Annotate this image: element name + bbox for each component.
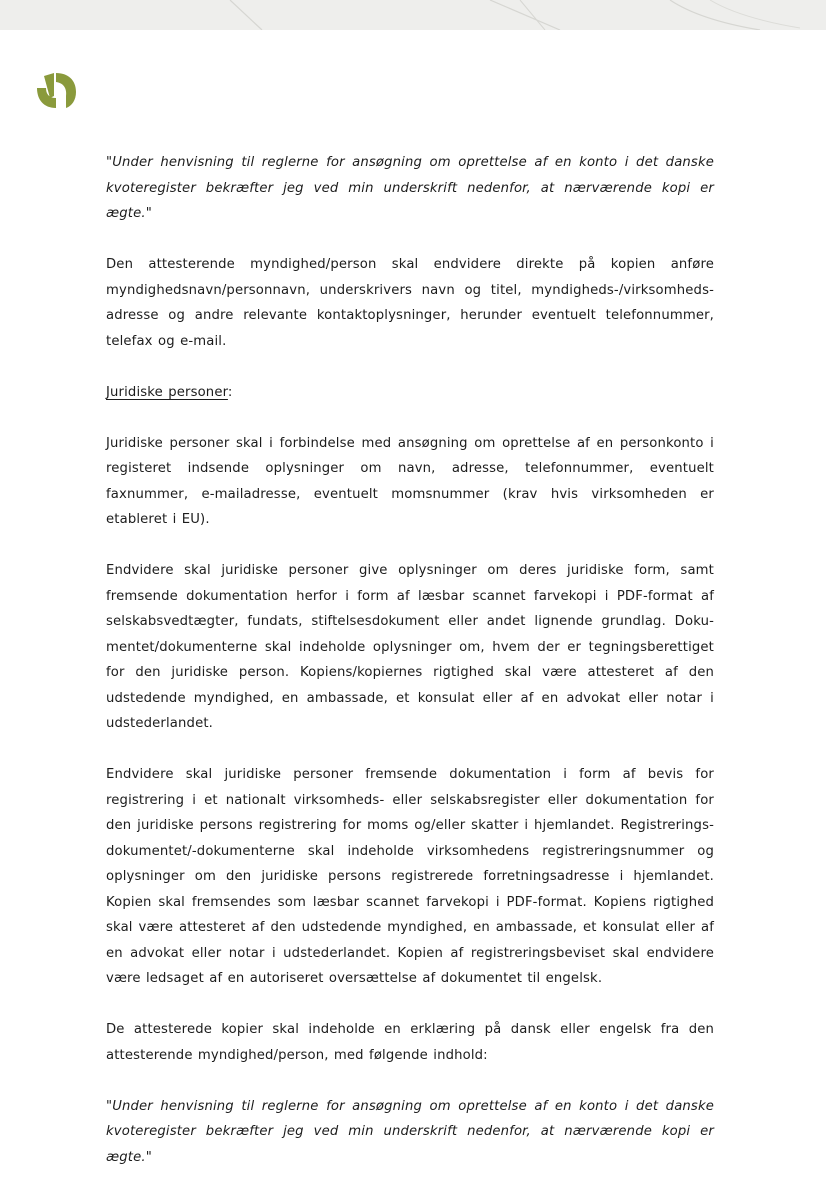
- section-heading: [106, 380, 714, 406]
- paragraph-attested-copies: De attesterede kopier skal indeholde en erklæring på dansk eller engelsk fra den attesterende myndighed/person, med følgende indhold:: [106, 1022, 714, 1063]
- attestation-quote-1: "Under henvisning til reglerne for ansøgning om oprettelse af en konto i det danske kvoteregister bekræfter jeg ved min underskrift nedenfor, at nærværende kopi er ægte.": [106, 155, 714, 221]
- header-band: [0, 0, 826, 30]
- paragraph-contact-requirements: Den attesterende myndighed/person skal endvidere direkte på kopien anføre myndighedsnavn/personnavn, underskrivers navn og titel, myndigheds-/virksomheds-adresse og andre relevante kontaktoplysninger, herunder eventuelt telefonnummer, telefax og e-mail.: [106, 257, 714, 349]
- paragraph-legal-form-documentation: Endvidere skal juridiske personer give oplysninger om deres juridiske form, samt fremsende dokumentation herfor i form af læsbar scannet farvekopi i PDF-format af selskabsvedtægter, fundats, stiftelsesdokument eller andet lignende grundlag. Doku-mentet/dokumenterne skal indeholde oplysninger om, hvem der er tegningsberettiget for den juridiske person. Kopiens/kopiernes rigtighed skal være attesteret af den udstedende myndighed, en ambassade, et konsulat eller af en advokat eller notar i udstederlandet.: [106, 563, 714, 731]
- section-heading-colon: :: [227, 384, 233, 400]
- paragraph-legal-persons-info: Juridiske personer skal i forbindelse med ansøgning om oprettelse af en personkonto i registeret indsende oplysninger om navn, adresse, telefonnummer, eventuelt faxnummer, e-mailadresse, eventuelt momsnummer (krav hvis virksomheden er etableret i EU).: [106, 435, 714, 527]
- header-decoration: [0, 0, 826, 30]
- logo-icon: [36, 70, 78, 110]
- document-body: [106, 150, 714, 1196]
- section-heading-text: Juridiske personer: [106, 384, 228, 400]
- attestation-quote-2: "Under henvisning til reglerne for ansøgning om oprettelse af en konto i det danske kvoteregister bekræfter jeg ved min underskrift nedenfor, at nærværende kopi er ægte.": [106, 1098, 714, 1165]
- paragraph-registration-proof: Endvidere skal juridiske personer fremsende dokumentation i form af bevis for registrering i et nationalt virksomheds- eller selskabsregister eller dokumentation for den juridiske persons registrering for moms og/eller skatter i hjemlandet. Registrerings-dokumentet/-dokumenterne skal indeholde virksomhedens registreringsnummer og oplysninger om den juridiske persons registrerede forretningsadresse i hjemlandet. Kopien skal fremsendes som læsbar scannet farvekopi i PDF-format. Kopiens rigtighed skal være attesteret af den udstedende myndighed, en ambassade, et konsulat eller af en advokat eller notar i udstederlandet. Kopien af registreringsbeviset skal endvidere være ledsaget af en autoriseret oversættelse af dokumentet til engelsk.: [106, 767, 714, 986]
